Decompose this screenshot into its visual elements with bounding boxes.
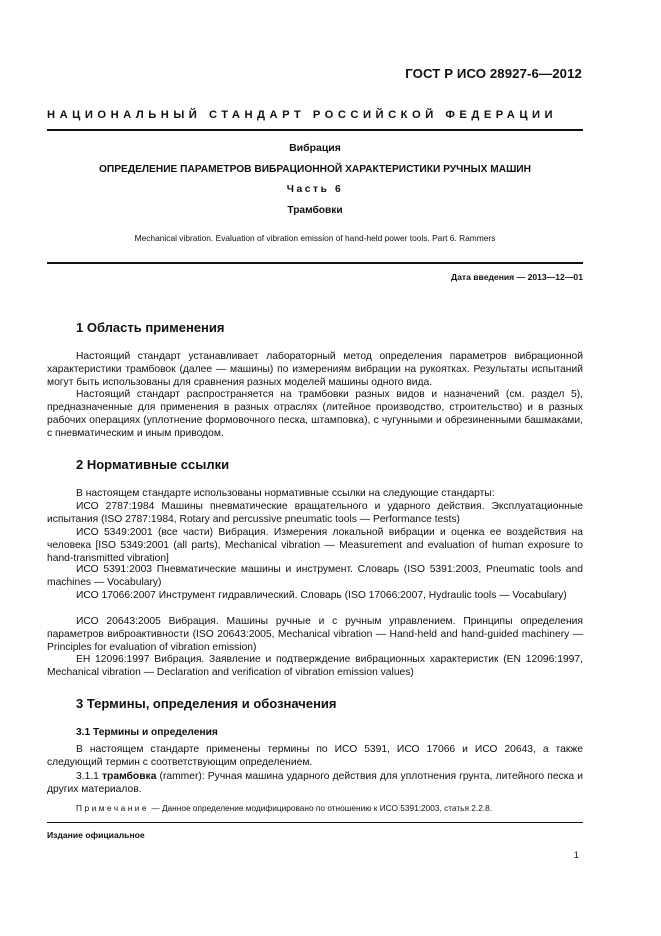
- reference-item: [47, 589, 583, 602]
- page-number: 1: [573, 850, 579, 861]
- term-definition-text: (rammer): Ручная машина ударного действия для уплотнения грунта, литейного песка и других материалов.: [47, 771, 583, 796]
- title-subtitle: Трамбовки: [287, 205, 343, 216]
- note: [76, 803, 492, 813]
- national-standard-banner: НАЦИОНАЛЬНЫЙ СТАНДАРТ РОССИЙСКОЙ ФЕДЕРАЦИИ: [47, 109, 558, 121]
- reference-text: ИСО 20643:2005 Вибрация. Машины ручные и с ручным управлением. Принципы определения параметров виброактивности (ISO 20643:2005, Mechanical vibration — Hand-held and hand-guided machinery — Principles for evaluation of vibration emission): [47, 616, 583, 654]
- reference-text: ИСО 2787:1984 Машины пневматические вращательного и ударного действия. Эксплуатационные испытания (ISO 2787:1984, Rotary and percussive pneumatic tools — Performance tests): [47, 501, 583, 526]
- introduction-date: Дата введения — 2013—12—01: [450, 272, 583, 282]
- note-label: Примечание: [76, 803, 150, 813]
- reference-item: [47, 563, 583, 589]
- section-1-heading: 1 Область применения: [76, 320, 225, 335]
- reference-item: [47, 526, 583, 565]
- title-rule: [47, 262, 583, 264]
- paragraph-text: Настоящий стандарт устанавливает лабораторный метод определения параметров вибрационной характеристики трамбовок (далее — машины) по измерениям вибрации на рукоятках. Результаты испытаний могут быть использованы для сравнения разных моделей машины одного вида.: [47, 351, 583, 389]
- term-name: трамбовка: [102, 771, 157, 782]
- reference-text: ИСО 17066:2007 Инструмент гидравлический. Словарь (ISO 17066:2007, Hydraulic tools — Vocabulary): [76, 590, 567, 601]
- standard-number: ГОСТ Р ИСО 28927-6—2012: [405, 66, 582, 81]
- term-definition: [47, 770, 583, 796]
- note-text: — Данное определение модифицировано по отношению к ИСО 5391:2003, статья 2.2.8.: [149, 803, 493, 813]
- title-topic: Вибрация: [289, 142, 341, 154]
- section-1-paragraph: [47, 350, 583, 389]
- footer-rule: [47, 822, 583, 823]
- reference-text: ЕН 12096:1997 Вибрация. Заявление и подтверждение вибрационных характеристик (EN 12096:1997, Mechanical vibration — Declaration and verification of vibration emission values): [47, 654, 583, 679]
- subsection-3-1-heading: 3.1 Термины и определения: [76, 727, 218, 738]
- section-2-intro: [47, 487, 583, 500]
- header-rule: [47, 129, 583, 131]
- reference-text: ИСО 5349:2001 (все части) Вибрация. Измерения локальной вибрации и оценка ее воздействия на человека [ISO 5349:2001 (all parts), Mechanical vibration — Measurement and evaluation of human exposure to hand-transmitted vibration]: [47, 527, 583, 565]
- paragraph-text: В настоящем стандарте использованы нормативные ссылки на следующие стандарты:: [76, 488, 495, 499]
- section-2-heading: 2 Нормативные ссылки: [76, 457, 230, 472]
- title-main: ОПРЕДЕЛЕНИЕ ПАРАМЕТРОВ ВИБРАЦИОННОЙ ХАРАКТЕРИСТИКИ РУЧНЫХ МАШИН: [99, 164, 531, 175]
- section-3-heading: 3 Термины, определения и обозначения: [76, 696, 337, 711]
- reference-item: [47, 615, 583, 654]
- reference-text: ИСО 5391:2003 Пневматические машины и инструмент. Словарь (ISO 5391:2003, Pneumatic tools and machines — Vocabulary): [47, 564, 583, 589]
- paragraph-text: В настоящем стандарте применены термины по ИСО 5391, ИСО 17066 и ИСО 20643, а также следующий термин с соответствующим определением.: [47, 744, 583, 769]
- reference-item: [47, 653, 583, 679]
- reference-item: [47, 500, 583, 526]
- section-3-intro: [47, 743, 583, 769]
- title-part: Часть 6: [286, 184, 344, 195]
- edition-label: Издание официальное: [47, 830, 145, 840]
- section-1-paragraph: [47, 388, 583, 440]
- paragraph-text: Настоящий стандарт распространяется на трамбовки разных видов и назначений (см. раздел 5), предназначенные для применения в разных отраслях (литейное производство, строительство) и в разных рабочих операциях (уплотнение формовочного песка, штамповка), с чугунными и обрезиненными башмаками, с пневматическим и иным приводом.: [47, 389, 583, 440]
- title-english: Mechanical vibration. Evaluation of vibration emission of hand-held power tools. Part 6. Rammers: [134, 233, 496, 243]
- term-number: 3.1.1: [76, 771, 99, 782]
